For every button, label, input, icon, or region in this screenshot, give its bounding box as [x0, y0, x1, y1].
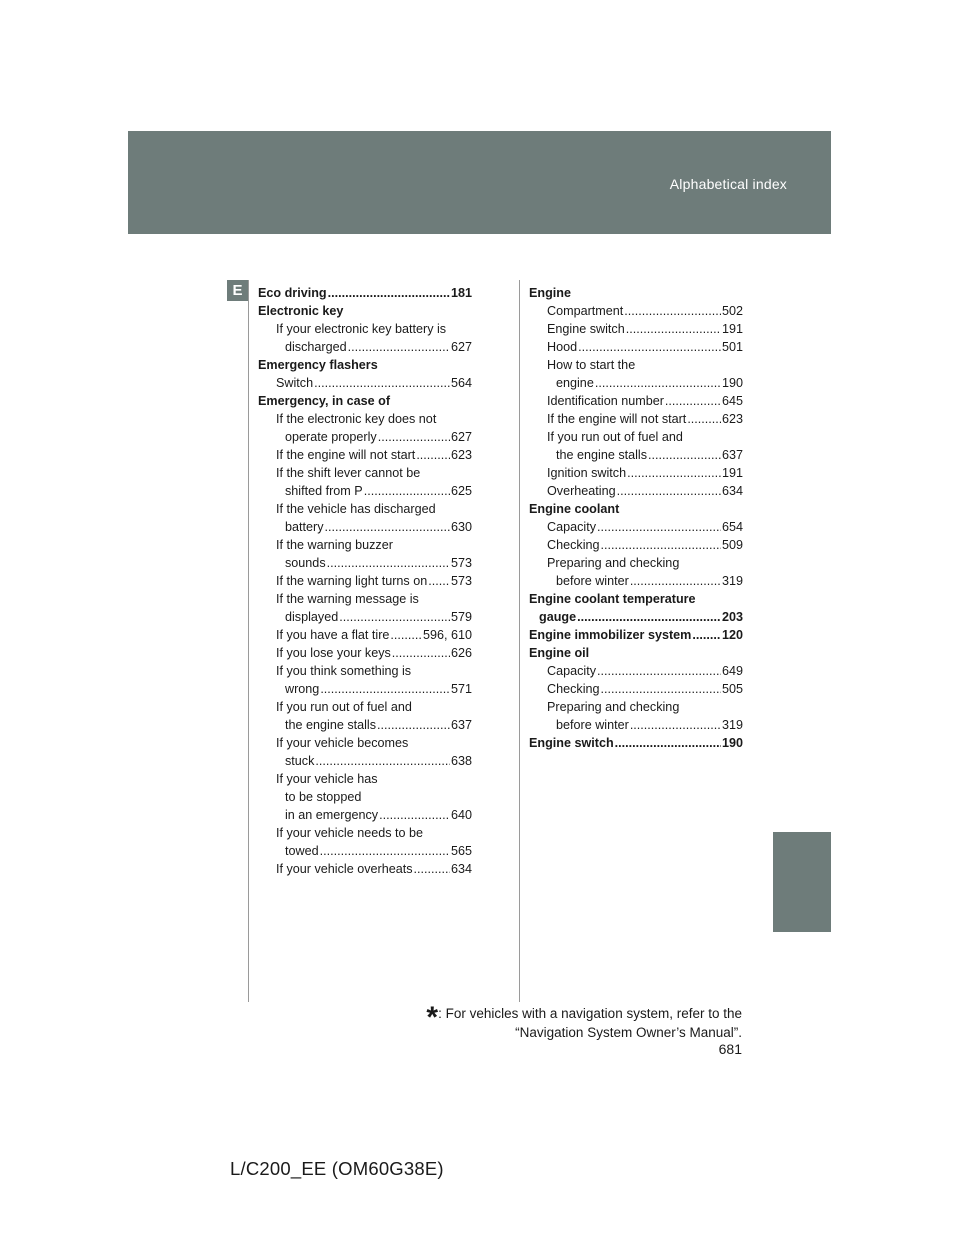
dot-leader	[630, 572, 721, 590]
index-entry	[258, 482, 472, 500]
index-entry	[529, 464, 743, 482]
entry-term: stuck	[285, 754, 315, 768]
dot-leader	[378, 428, 450, 446]
index-letter-tab: E	[227, 280, 248, 301]
entry-term: before winter	[556, 718, 629, 732]
index-entry: Engine coolant temperature	[529, 592, 696, 606]
entry-page: 638	[450, 754, 472, 768]
footnote-text-1: : For vehicles with a navigation system, refer to the	[438, 1006, 742, 1021]
entry-page: 565	[450, 844, 472, 858]
index-column-right	[529, 284, 743, 752]
index-entry	[529, 734, 743, 752]
dot-leader	[379, 806, 450, 824]
dot-leader	[595, 374, 721, 392]
dot-leader	[339, 608, 450, 626]
footnote-line-2: “Navigation System Owner’s Manual”.	[515, 1025, 742, 1040]
dot-leader	[315, 752, 450, 770]
entry-page: 120	[721, 628, 743, 642]
dot-leader	[597, 662, 721, 680]
page-number: 681	[718, 1041, 742, 1057]
entry-page: 203	[721, 610, 743, 624]
dot-leader	[327, 554, 450, 572]
entry-page: 640	[450, 808, 472, 822]
entry-term: If you have a flat tire	[276, 628, 390, 642]
entry-term: Capacity	[547, 664, 596, 678]
entry-term: If your vehicle overheats	[276, 862, 413, 876]
column-divider-left	[248, 280, 249, 1002]
entry-term: discharged	[285, 340, 347, 354]
dot-leader	[320, 680, 450, 698]
entry-term: operate properly	[285, 430, 377, 444]
entry-page: 319	[721, 718, 743, 732]
index-column-left	[258, 284, 472, 878]
entry-term: Engine immobilizer system	[529, 628, 692, 642]
index-entry	[258, 428, 472, 446]
entry-page: 579	[450, 610, 472, 624]
dot-leader	[390, 626, 422, 644]
entry-page: 573	[450, 556, 472, 570]
entry-page: 637	[721, 448, 743, 462]
index-entry: If the warning buzzer	[276, 538, 393, 552]
entry-term: Checking	[547, 682, 600, 696]
entry-page: 502	[721, 304, 743, 318]
entry-page: 645	[721, 394, 743, 408]
entry-page: 191	[721, 322, 743, 336]
index-entry	[258, 626, 472, 644]
entry-term: If you lose your keys	[276, 646, 391, 660]
index-entry	[258, 806, 472, 824]
dot-leader	[578, 338, 721, 356]
dot-leader	[414, 860, 450, 878]
entry-page: 571	[450, 682, 472, 696]
index-entry	[258, 644, 472, 662]
index-entry: Emergency flashers	[258, 358, 378, 372]
column-divider-middle	[519, 280, 520, 1002]
document-code: L/C200_EE (OM60G38E)	[230, 1158, 444, 1179]
entry-page: 623	[721, 412, 743, 426]
index-entry: Electronic key	[258, 304, 344, 318]
entry-term: Ignition switch	[547, 466, 627, 480]
entry-term: Eco driving	[258, 286, 327, 300]
entry-term: in an emergency	[285, 808, 379, 822]
index-entry: to be stopped	[285, 790, 362, 804]
dot-leader	[687, 410, 721, 428]
index-entry	[529, 320, 743, 338]
index-entry	[529, 662, 743, 680]
index-entry: Engine oil	[529, 646, 590, 660]
entry-term: Engine switch	[529, 736, 614, 750]
index-entry	[529, 518, 743, 536]
index-entry	[258, 284, 472, 302]
index-entry	[529, 626, 743, 644]
entry-term: sounds	[285, 556, 326, 570]
entry-term: the engine stalls	[285, 718, 377, 732]
footnote	[426, 1001, 742, 1040]
entry-page: 627	[450, 430, 472, 444]
entry-term: Engine switch	[547, 322, 625, 336]
dot-leader	[648, 446, 721, 464]
entry-page: 623	[450, 448, 472, 462]
dot-leader	[617, 482, 721, 500]
dot-leader	[627, 464, 721, 482]
index-entry	[258, 446, 472, 464]
index-entry	[529, 716, 743, 734]
entry-term: If the warning light turns on	[276, 574, 428, 588]
dot-leader	[377, 716, 450, 734]
entry-term: battery	[285, 520, 324, 534]
dot-leader	[348, 338, 450, 356]
entry-term: shifted from P	[285, 484, 363, 498]
dot-leader	[416, 446, 450, 464]
index-entry: Engine coolant	[529, 502, 620, 516]
index-entry	[529, 302, 743, 320]
dot-leader	[626, 320, 721, 338]
entry-page: 573	[450, 574, 472, 588]
entry-term: Checking	[547, 538, 600, 552]
entry-page: 319	[721, 574, 743, 588]
entry-term: before winter	[556, 574, 629, 588]
entry-term: towed	[285, 844, 319, 858]
index-entry: How to start the	[547, 358, 636, 372]
index-entry	[529, 572, 743, 590]
entry-term: Overheating	[547, 484, 616, 498]
index-entry	[258, 716, 472, 734]
dot-leader	[692, 626, 721, 644]
index-entry	[258, 374, 472, 392]
entry-page: 649	[721, 664, 743, 678]
dot-leader	[392, 644, 450, 662]
index-entry	[258, 752, 472, 770]
entry-page: 181	[450, 286, 472, 300]
index-entry: If your vehicle needs to be	[276, 826, 424, 840]
dot-leader	[601, 680, 721, 698]
entry-term: If the engine will not start	[547, 412, 687, 426]
entry-page: 596, 610	[422, 628, 472, 642]
entry-page: 626	[450, 646, 472, 660]
entry-page: 627	[450, 340, 472, 354]
entry-page: 190	[721, 736, 743, 750]
entry-term: Identification number	[547, 394, 664, 408]
index-entry	[529, 446, 743, 464]
index-entry	[529, 374, 743, 392]
entry-term: Switch	[276, 376, 314, 390]
entry-page: 654	[721, 520, 743, 534]
index-entry: If the warning message is	[276, 592, 419, 606]
entry-page: 637	[450, 718, 472, 732]
dot-leader	[630, 716, 721, 734]
entry-term: displayed	[285, 610, 339, 624]
index-entry: Preparing and checking	[547, 556, 680, 570]
index-entry	[529, 536, 743, 554]
index-entry	[529, 608, 743, 626]
entry-page: 191	[721, 466, 743, 480]
entry-page: 625	[450, 484, 472, 498]
index-entry	[258, 572, 472, 590]
dot-leader	[665, 392, 721, 410]
index-entry: If you run out of fuel and	[276, 700, 412, 714]
index-entry	[529, 392, 743, 410]
index-entry	[258, 842, 472, 860]
section-title: Alphabetical index	[669, 176, 787, 192]
index-entry	[258, 608, 472, 626]
dot-leader	[601, 536, 721, 554]
footnote-star: *	[426, 1001, 439, 1034]
entry-page: 630	[450, 520, 472, 534]
index-entry: Emergency, in case of	[258, 394, 391, 408]
index-entry	[529, 680, 743, 698]
entry-page: 501	[721, 340, 743, 354]
dot-leader	[615, 734, 721, 752]
entry-term: Capacity	[547, 520, 596, 534]
entry-page: 505	[721, 682, 743, 696]
index-entry: Preparing and checking	[547, 700, 680, 714]
dot-leader	[328, 284, 450, 302]
index-entry	[529, 338, 743, 356]
entry-page: 564	[450, 376, 472, 390]
index-entry	[258, 338, 472, 356]
entry-term: If the engine will not start	[276, 448, 416, 462]
index-entry	[258, 680, 472, 698]
dot-leader	[325, 518, 450, 536]
index-entry: If your vehicle becomes	[276, 736, 409, 750]
entry-page: 190	[721, 376, 743, 390]
dot-leader	[624, 302, 721, 320]
entry-term: wrong	[285, 682, 320, 696]
index-entry: If you think something is	[276, 664, 412, 678]
dot-leader	[364, 482, 450, 500]
dot-leader	[314, 374, 450, 392]
index-entry: If the electronic key does not	[276, 412, 437, 426]
index-entry: If you run out of fuel and	[547, 430, 683, 444]
index-entry	[258, 860, 472, 878]
entry-page: 509	[721, 538, 743, 552]
dot-leader	[428, 572, 450, 590]
entry-page: 634	[721, 484, 743, 498]
dot-leader	[577, 608, 721, 626]
index-entry	[258, 554, 472, 572]
dot-leader	[320, 842, 450, 860]
index-entry	[529, 410, 743, 428]
entry-term: Hood	[547, 340, 578, 354]
index-entry: Engine	[529, 286, 571, 300]
index-entry: If the vehicle has discharged	[276, 502, 436, 516]
entry-page: 634	[450, 862, 472, 876]
index-entry: If your electronic key battery is	[276, 322, 447, 336]
index-entry: If the shift lever cannot be	[276, 466, 421, 480]
index-entry	[529, 482, 743, 500]
entry-term: the engine stalls	[556, 448, 648, 462]
header-band	[128, 131, 831, 234]
chapter-thumb-tab	[773, 832, 831, 932]
dot-leader	[597, 518, 721, 536]
entry-term: gauge	[539, 610, 577, 624]
index-entry: If your vehicle has	[276, 772, 378, 786]
index-entry	[258, 518, 472, 536]
entry-term: Compartment	[547, 304, 624, 318]
entry-term: engine	[556, 376, 594, 390]
